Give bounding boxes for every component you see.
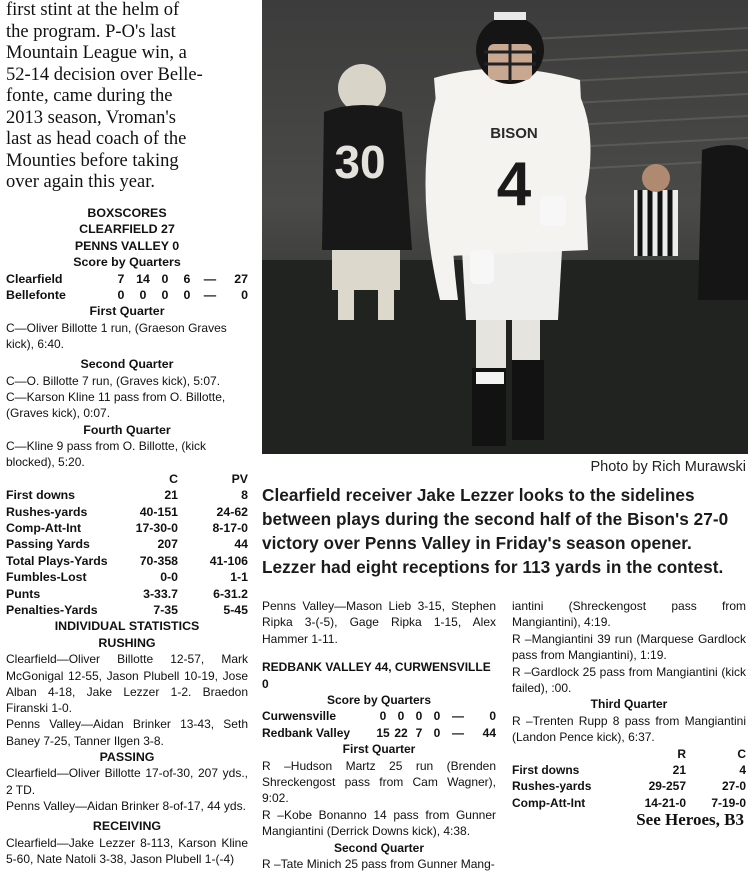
story-line: Mounties before taking xyxy=(6,150,179,171)
boxscore-redbank-part1 xyxy=(262,598,496,873)
third-quarter-heading: Third Quarter xyxy=(590,697,668,712)
passing-penns-valley: Penns Valley—Aidan Brinker 8-of-17, 44 yds. xyxy=(6,798,246,813)
final-score: 27 xyxy=(234,271,248,286)
stat-label: Comp-Att-Int xyxy=(512,795,586,810)
jersey-word: BISON xyxy=(490,125,538,142)
stat-value: 3-33.7 xyxy=(143,586,178,601)
jump-line: See Heroes, B3 xyxy=(636,810,744,829)
stat-label: Punts xyxy=(6,586,41,601)
stat-value: 21 xyxy=(164,488,178,503)
story-line: the program. P-O's last xyxy=(6,21,176,42)
final-score: 44 xyxy=(482,725,496,740)
stat-value: 7-19-0 xyxy=(711,795,746,810)
quarter-score: 0 xyxy=(139,288,147,303)
quarter-line-row xyxy=(6,271,248,287)
score-dash: — xyxy=(203,271,217,286)
table-row xyxy=(512,778,746,794)
stat-label: Passing Yards xyxy=(6,537,90,552)
stat-value: 40-151 xyxy=(139,504,178,519)
column-header: C xyxy=(169,471,178,486)
game-title-home: CLEARFIELD 27 xyxy=(79,222,175,237)
scoring-play: R –Gardlock 25 pass from Mangiantini (kick failed), :00. xyxy=(512,664,746,696)
story-line: last as head coach of the xyxy=(6,129,187,149)
stat-value: 27-0 xyxy=(721,779,746,794)
photo-caption: Clearfield receiver Jake Lezzer looks to the sidelines between plays during the second half of the Bison's 27-0 victory over Penns Valley in Friday's season opener. Lezzer had eight receptions for 113 yards in the contest. xyxy=(262,485,729,577)
team-name: Bellefonte xyxy=(6,288,66,303)
story-continuation xyxy=(6,0,238,194)
game-title: REDBANK VALLEY 44, CURWENSVILLE 0 xyxy=(262,660,491,691)
score-by-quarters-label: Score by Quarters xyxy=(73,255,181,270)
table-row xyxy=(6,602,248,618)
game-title-away: PENNS VALLEY 0 xyxy=(74,238,180,253)
quarter-score: 0 xyxy=(161,288,169,303)
passing-heading: PASSING xyxy=(99,749,155,764)
quarter-line-row xyxy=(262,708,496,724)
fourth-quarter-heading: Fourth Quarter xyxy=(83,422,171,437)
column-header: R xyxy=(677,746,686,761)
stat-value: 44 xyxy=(234,537,248,552)
quarter-score: 6 xyxy=(183,271,191,286)
stat-value: 8-17-0 xyxy=(212,520,248,535)
receiving-heading: RECEIVING xyxy=(92,819,162,834)
quarter-score: 0 xyxy=(183,288,191,303)
stat-value: 8 xyxy=(241,488,248,503)
second-quarter-heading: Second Quarter xyxy=(80,357,174,372)
football-player-photo xyxy=(262,0,748,454)
quarter-score: 22 xyxy=(394,725,408,740)
stat-label: Fumbles-Lost xyxy=(6,570,87,585)
stat-label: Comp-Att-Int xyxy=(6,520,82,535)
rushing-heading: RUSHING xyxy=(98,635,156,650)
stat-value: 5-45 xyxy=(223,602,248,617)
receiving-clearfield: Clearfield—Jake Lezzer 8-113, Karson Kline 5-60, Nate Natoli 3-38, Jason Plubell 1-(-4) xyxy=(6,835,248,866)
quarter-score: 0 xyxy=(379,709,387,724)
second-quarter-heading: Second Quarter xyxy=(333,840,425,855)
column-header: PV xyxy=(231,471,248,486)
team-name: Redbank Valley xyxy=(262,725,351,740)
stat-value: 0-0 xyxy=(160,570,178,585)
quarter-score: 0 xyxy=(433,709,441,724)
quarter-score: 0 xyxy=(397,709,405,724)
scoring-play: R –Trenten Rupp 8 pass from Mangiantini (Landon Pence kick), 6:37. xyxy=(512,713,746,745)
stat-label: Rushes-yards xyxy=(512,779,592,794)
team-stats-table xyxy=(6,471,248,619)
table-row xyxy=(512,746,746,762)
boxscores-header: BOXSCORES xyxy=(87,206,167,220)
story-line: 52-14 decision over Belle- xyxy=(6,64,203,85)
quarter-line-row xyxy=(6,287,248,303)
stat-label: First downs xyxy=(512,763,580,778)
scoring-play: C—O. Billotte 7 run, (Graves kick), 5:07. xyxy=(6,373,221,388)
rushing-clearfield: Clearfield—Oliver Billotte 12-57, Mark McGonigal 12-55, Jason Plubell 10-19, Jose Alban 4-18, Jake Lezzer 1-2. Braedon Firanski 1-0. xyxy=(6,652,248,716)
rushing-penns-valley: Penns Valley—Aidan Brinker 13-43, Seth Baney 7-25, Tanner Ilgen 3-8. xyxy=(6,717,248,748)
boxscore-clearfield xyxy=(6,205,248,867)
scoring-play: C—Oliver Billotte 1 run, (Graeson Graves kick), 6:40. xyxy=(6,320,227,352)
score-dash: — xyxy=(452,709,464,724)
team-name: Curwensville xyxy=(262,709,337,724)
team-name: Clearfield xyxy=(6,271,63,286)
quarter-score: 7 xyxy=(415,725,423,740)
table-row xyxy=(512,795,746,811)
stat-value: 207 xyxy=(157,537,178,552)
scoring-play: C—Karson Kline 11 pass from O. Billotte, (Graves kick), 0:07. xyxy=(6,390,226,421)
table-row xyxy=(6,569,248,585)
column-header: C xyxy=(737,746,746,761)
story-line: Mountain League win, a xyxy=(6,43,187,63)
table-row xyxy=(6,520,248,536)
stat-value: 29-257 xyxy=(648,779,686,794)
scoring-play: R –Kobe Bonanno 14 pass from Gunner Mangiantini (Derrick Downs kick), 4:38. xyxy=(262,807,496,839)
individual-stats-heading: INDIVIDUAL STATISTICS xyxy=(54,619,200,634)
stat-value: 21 xyxy=(672,763,686,778)
final-score: 0 xyxy=(489,709,496,724)
stat-value: 6-31.2 xyxy=(213,586,248,601)
scoring-play: R –Hudson Martz 25 run (Brenden Shreckengost pass from Cam Wagner), 9:02. xyxy=(262,758,496,806)
story-line: first stint at the helm of xyxy=(6,0,180,20)
back-jersey-number: 30 xyxy=(334,136,386,188)
quarter-score: 0 xyxy=(117,288,125,303)
first-quarter-heading: First Quarter xyxy=(342,742,416,757)
scoring-play: R –Mangiantini 39 run (Marquese Gardlock pass from Mangiantini), 1:19. xyxy=(512,631,746,663)
table-row xyxy=(6,536,248,552)
score-by-quarters-label: Score by Quarters xyxy=(326,693,432,708)
stat-label: Total Plays-Yards xyxy=(6,553,108,568)
stat-value: 41-106 xyxy=(209,553,248,568)
scoring-play: C—Kline 9 pass from O. Billotte, (kick blocked), 5:20. xyxy=(6,439,207,470)
story-line: fonte, came during the xyxy=(6,86,173,106)
quarter-score: 0 xyxy=(161,271,169,286)
quarter-score: 7 xyxy=(117,271,125,286)
boxscore-redbank-part2 xyxy=(512,598,746,811)
score-dash: — xyxy=(203,288,217,303)
stat-value: 1-1 xyxy=(230,570,248,585)
stat-value: 4 xyxy=(739,763,746,778)
story-line: over again this year. xyxy=(6,172,155,192)
story-line: 2013 season, Vroman's xyxy=(6,107,176,128)
quarter-score: 0 xyxy=(415,709,423,724)
table-row xyxy=(512,762,746,778)
stat-value: 24-62 xyxy=(216,504,248,519)
table-row xyxy=(6,553,248,569)
stat-value: 7-35 xyxy=(153,602,178,617)
stat-value: 70-358 xyxy=(139,553,178,568)
passing-clearfield: Clearfield—Oliver Billotte 17-of-30, 207 yds., 2 TD. xyxy=(6,766,248,797)
stat-label: Rushes-yards xyxy=(6,504,88,519)
photo-credit: Photo by Rich Murawski xyxy=(590,459,746,475)
table-row xyxy=(6,471,248,487)
game-photo xyxy=(262,0,748,454)
score-dash: — xyxy=(452,725,464,740)
stat-label: Penalties-Yards xyxy=(6,602,98,617)
receiving-penns-valley: Penns Valley—Mason Lieb 3-15, Stephen Ripka 3-(-5), Gage Ripka 1-15, Alex Hammer 1-11. xyxy=(262,599,496,646)
table-row xyxy=(6,504,248,520)
quarter-score: 15 xyxy=(376,725,390,740)
stat-value: 14-21-0 xyxy=(644,795,686,810)
final-score: 0 xyxy=(241,288,248,303)
quarter-score: 14 xyxy=(136,271,150,286)
table-row xyxy=(6,487,248,503)
stat-label xyxy=(512,746,622,762)
quarter-score: 0 xyxy=(433,725,441,740)
stat-value: 17-30-0 xyxy=(135,520,178,535)
stat-label: First downs xyxy=(6,488,76,503)
scoring-play: iantini (Shreckengost pass from Mangiantini), 4:19. xyxy=(512,599,746,630)
first-quarter-heading: First Quarter xyxy=(89,304,165,319)
stat-label xyxy=(6,471,108,487)
table-row xyxy=(6,586,248,602)
scoring-play: R –Tate Minich 25 pass from Gunner Mang- xyxy=(262,857,495,872)
quarter-line-row xyxy=(262,725,496,741)
front-jersey-number: 4 xyxy=(496,150,532,219)
